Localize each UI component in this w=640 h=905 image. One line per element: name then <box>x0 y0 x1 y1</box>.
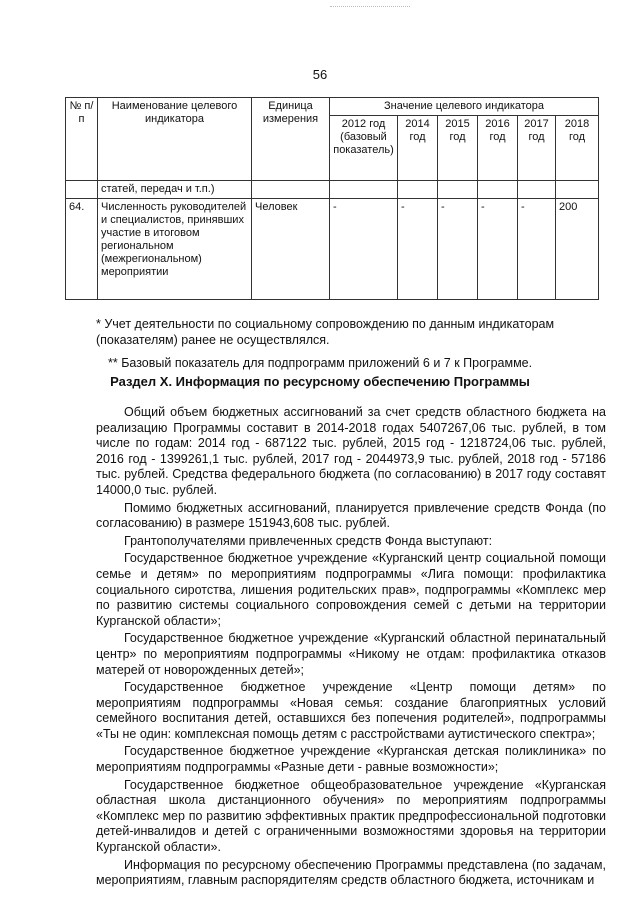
header-value-group: Значение целевого индикатора <box>330 98 599 116</box>
row-value: - <box>330 199 398 300</box>
paragraph: Государственное бюджетное учреждение «Курганская детская поликлиника» по мероприятиям подпрограммы «Разные дети - равные возможности»; <box>96 744 606 775</box>
header-unit: Единица измерения <box>252 98 330 181</box>
paragraph: Государственное бюджетное учреждение «Курганский областной перинатальный центр» по мероприятиям подпрограммы «Никому не отдам: профилактика отказов матерей от новорожденных детей»; <box>96 631 606 677</box>
indicator-table <box>65 97 599 300</box>
row-name: Численность руководителей и специалистов, принявших участие в итоговом региональном (межрегиональном) мероприятии <box>98 199 252 300</box>
row-value: - <box>398 199 438 300</box>
header-name: Наименование целевого индикатора <box>98 98 252 181</box>
continuation-text: статей, передач и т.п.) <box>98 181 252 199</box>
header-year: 2014 год <box>398 116 438 181</box>
header-year: 2016 год <box>478 116 518 181</box>
table-header-row <box>66 98 599 116</box>
row-value: 200 <box>556 199 599 300</box>
header-num: № п/п <box>66 98 98 181</box>
footnote: ** Базовый показатель для подпрограмм приложений 6 и 7 к Программе. <box>108 356 533 370</box>
section-body <box>96 405 606 889</box>
paragraph: Помимо бюджетных ассигнований, планируется привлечение средств Фонда (по согласованию) в размере 151943,608 тыс. рублей. <box>96 500 606 531</box>
footnote: * Учет деятельности по социальному сопровождению по данным индикаторам (показателям) ранее не осуществлялся. <box>96 317 555 347</box>
paragraph: Государственное бюджетное учреждение «Центр помощи детям» по мероприятиям подпрограммы «Новая семья: создание благоприятных условий семейного воспитания детей, оставшихся без попечения родителей», подпрограммы «Ты не один: комплексная помощь детям с расстройствами аутистического спектра»; <box>96 680 606 741</box>
scan-top-mark <box>330 6 410 8</box>
paragraph: Грантополучателями привлеченных средств Фонда выступают: <box>124 533 493 548</box>
paragraph: Информация по ресурсному обеспечению Программы представлена (по задачам, мероприятиям, главным распорядителям средств областного бюджета, источникам и <box>96 857 606 888</box>
row-value: - <box>478 199 518 300</box>
header-year: 2017 год <box>518 116 556 181</box>
header-year: 2018 год <box>556 116 599 181</box>
table-row <box>66 199 599 300</box>
paragraph: Общий объем бюджетных ассигнований за счет средств областного бюджета на реализацию Программы составит в 2014-2018 годах 5407267,06 тыс. рублей, в том числе по годам: 2014 год - 687122 тыс. рублей, 2015 год - 1218724,06 тыс. рублей, 2016 год - 1399261,1 тыс. рублей, 2017 год - 2044973,9 тыс. рублей, 2018 год - 57186 тыс. рублей. Средства федерального бюджета (по согласованию) в 2017 году составят 14000,0 тыс. рублей. <box>96 405 606 497</box>
header-year: 2012 год (базовый показатель) <box>330 116 398 181</box>
row-unit: Человек <box>252 199 330 300</box>
row-num: 64. <box>66 199 98 300</box>
section-heading: Раздел X. Информация по ресурсному обеспечению Программы <box>110 374 530 389</box>
paragraph: Государственное бюджетное общеобразовательное учреждение «Курганская областная школа дистанционного обучения» по мероприятиям подпрограммы «Комплекс мер по развитию эффективных практик предпрофессиональной подготовки детей-инвалидов и детей с ограниченными возможностями здоровья на территории Курганской области». <box>96 777 606 855</box>
paragraph: Государственное бюджетное учреждение «Курганский центр социальной помощи семье и детям» по мероприятиям подпрограммы «Лига помощи: профилактика социального сиротства, лишения родительских прав», подпрограммы «Комплекс мер по развитию системы социального сопровождения семей с детьми на территории Курганской области»; <box>96 551 606 628</box>
footnotes <box>96 316 606 371</box>
header-year: 2015 год <box>438 116 478 181</box>
table-row <box>66 181 599 199</box>
row-value: - <box>518 199 556 300</box>
row-value: - <box>438 199 478 300</box>
page-number: 56 <box>312 67 328 82</box>
